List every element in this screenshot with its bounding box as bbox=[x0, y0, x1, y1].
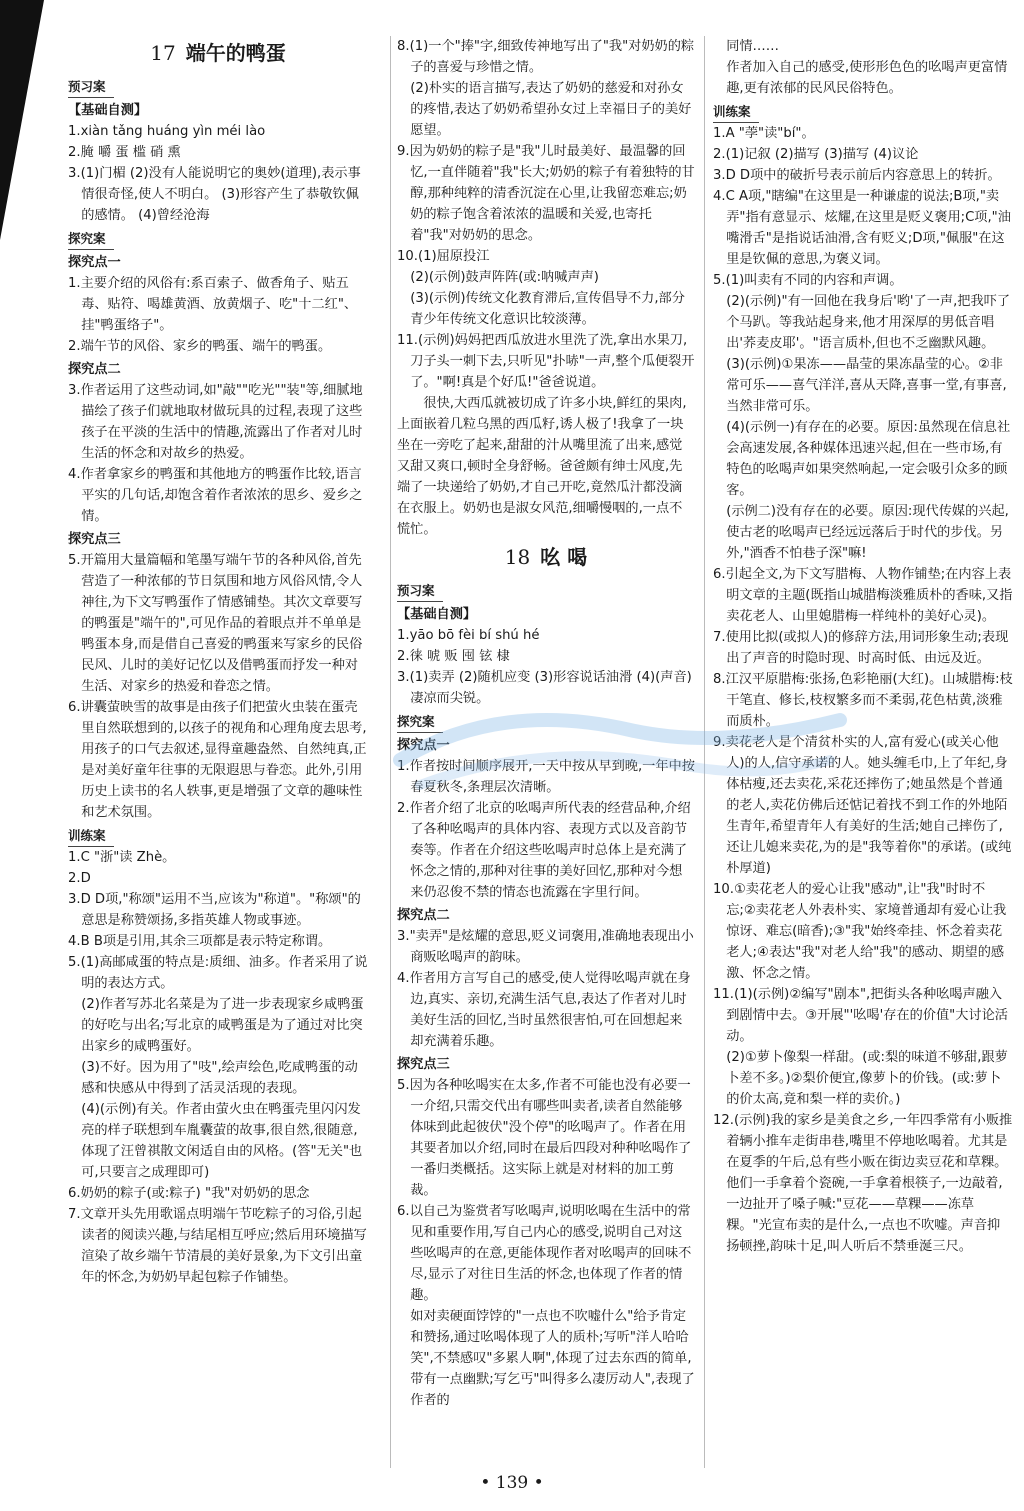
explore-point-3: 探究点三 bbox=[397, 1057, 450, 1072]
explore-point-2: 探究点二 bbox=[397, 908, 450, 923]
list-item: 3."卖弄"是炫耀的意思,贬义词褒用,准确地表现出小商贩吆喝声的韵味。 bbox=[397, 929, 694, 965]
list-item: 5.开篇用大量篇幅和笔墨写端午节的各种风俗,首先营造了一种浓郁的节日氛围和地方风俗风情,令人神往,为下文写鸭蛋作了情感铺垫。其次文章要写的鸭蛋是"端午的",可见作品的着眼点并不单单是鸭蛋本身,而是借自己喜爱的鸭蛋来写家乡的民俗民风、儿时的美好记忆以及借鸭蛋而抒发一种对生活、对家乡的热爱和眷恋之情。 bbox=[68, 553, 363, 694]
list-item: 9.因为奶奶的粽子是"我"儿时最美好、最温馨的回忆,一直伴随着"我"长大;奶奶的粽子有着独特的甘醇,那种纯粹的清香沉淀在心里,让我留恋难忘;奶奶的粽子饱含着浓浓的温暖和关爱,也寄托着"我"对奶奶的思念。 bbox=[397, 144, 695, 243]
list-item: 1.C "浙"读 Zhè。 bbox=[68, 850, 176, 865]
list-item: 4.作者拿家乡的鸭蛋和其他地方的鸭蛋作比较,语言平实的几句话,却饱含着作者浓浓的思乡、爱乡之情。 bbox=[68, 467, 363, 524]
list-item: 11.(示例)妈妈把西瓜放进水里洗了洗,拿出水果刀,刀子头一刺下去,只听见"扑哧"一声,整个瓜便裂开了。"啊!真是个好瓜!"爸爸说道。 bbox=[397, 333, 695, 390]
list-item: 5.因为各种吆喝实在太多,作者不可能也没有必要一一介绍,只需交代出有哪些叫卖者,读者自然能够体味到此起彼伏"没个停"的吆喝声了。作者在用其要者加以介绍,同时在最后四段对种种吆喝作了一番归类概括。这实际上就是对材料的加工剪裁。 bbox=[397, 1078, 692, 1198]
list-item: 1.xiàn tǎng huáng yìn méi lào bbox=[68, 124, 266, 139]
explore-point-2: 探究点二 bbox=[68, 362, 121, 377]
list-item: (3)(示例)①果冻——晶莹的果冻晶莹的心。②非常可乐——喜气洋洋,喜从天降,喜事一堂,有事喜,当然非常可乐。 bbox=[726, 357, 1007, 414]
list-item: 1.yāo bō fèi bí shú hé bbox=[397, 628, 540, 643]
list-item: (4)(示例一)有存在的必要。原因:虽然现在信息社会高速发展,各种媒体迅速兴起,但在一些市场,有特色的吆喝声如果突然响起,一定会吸引众多的顾客。 bbox=[726, 420, 1011, 498]
list-item: 1.主要介绍的风俗有:系百索子、做香角子、贴五毒、贴符、喝雄黄酒、放黄烟子、吃"十二红"、挂"鸭蛋络子"。 bbox=[68, 276, 358, 333]
list-item: 7.文章开头先用歌谣点明端午节吃粽子的习俗,引起读者的阅读兴趣,与结尾相互呼应;然后用环境描写渲染了故乡端午节清晨的美好景象,为下文引出童年的怀念,为奶奶早起包粽子作铺垫。 bbox=[68, 1207, 367, 1285]
list-item: 6.奶奶的粽子(或:粽子) "我"对奶奶的思念 bbox=[68, 1186, 310, 1201]
page-number: • 139 • bbox=[480, 1473, 544, 1493]
list-item: (示例二)没有存在的必要。原因:现代传媒的兴起,使古老的吆喝声已经远远落后于时代的步伐。另外,"酒香不怕巷子深"嘛! bbox=[726, 504, 1009, 561]
list-item: 同情…… bbox=[726, 39, 779, 54]
list-item: (2)朴实的语言描写,表达了奶奶的慈爱和对孙女的疼惜,表达了奶奶希望孙女过上幸福日子的美好愿望。 bbox=[410, 81, 692, 138]
list-item: 如对卖硬面饽饽的"一点也不吹嘘什么"给予肯定和赞扬,通过吆喝体现了人的质朴;写听"洋人哈哈笑",不禁感叹"多累人啊",体现了过去东西的简单,带有一点幽默;写乞丐"叫得多么凄厉动人",表现了作者的 bbox=[410, 1309, 695, 1408]
list-item: (2)(示例)"有一回他在我身后'哟'了一声,把我吓了个马趴。等我站起身来,他才用深厚的男低音唱出'荞麦皮耶'。"语言质朴,但也不乏幽默风趣。 bbox=[726, 294, 1011, 351]
list-item: (2)作者写苏北名菜是为了进一步表现家乡咸鸭蛋的好吃与出名;写北京的咸鸭蛋是为了通过对比突出家乡的咸鸭蛋好。 bbox=[81, 997, 364, 1054]
basic-test-label: 【基础自测】 bbox=[68, 103, 148, 118]
list-item: (3)(示例)传统文化教育滞后,宣传倡导不力,部分青少年传统文化意识比较淡薄。 bbox=[410, 291, 685, 327]
section-train: 训练案 bbox=[68, 825, 114, 847]
list-item: 3.D D项,"称颂"运用不当,应该为"称道"。"称颂"的意思是称赞颂扬,多指英雄人物或事迹。 bbox=[68, 892, 361, 928]
list-item: 10.(1)屈原投江 bbox=[397, 249, 490, 264]
list-item: 2.(1)记叙 (2)描写 (3)描写 (4)议论 bbox=[713, 147, 919, 162]
lesson-18-title: 18 吆 喝 bbox=[504, 545, 588, 569]
list-item: 11.(1)(示例)②编写"剧本",把街头各种吆喝声融入到剧情中去。③开展"'吆喝'存在的价值"大讨论活动。 bbox=[713, 987, 1008, 1044]
list-item: 6.以自己为鉴赏者写吆喝声,说明吆喝在生活中的常见和重要作用,写自己内心的感受,说明自己对这些吆喝声的在意,更能体现作者对吆喝声的回味不尽,显示了对往日生活的怀念,也体现了作者的情趣。 bbox=[397, 1204, 692, 1303]
list-item: 12.(示例)我的家乡是美食之乡,一年四季常有小贩推着辆小推车走街串巷,嘴里不停地吆喝着。尤其是在夏季的午后,总有些小贩在街边卖豆花和草粿。他们一手拿着个瓷碗,一手拿着根筷子,一边敲着,一边扯开了嗓子喊:"豆花——草粿——冻草粿。"光宣布卖的是什么,一点也不吹嘘。声音抑扬顿挫,韵味十足,叫人听后不禁垂涎三尺。 bbox=[713, 1113, 1013, 1254]
list-item: (2)(示例)鼓声阵阵(或:呐喊声声) bbox=[410, 270, 599, 285]
list-item: 3.D D项中的破折号表示前后内容意思上的转折。 bbox=[713, 168, 1001, 183]
list-item: 1.作者按时间顺序展开,一天中按从早到晚,一年中按春夏秋冬,条理层次清晰。 bbox=[397, 759, 695, 795]
list-item: 5.(1)叫卖有不同的内容和声调。 bbox=[713, 273, 903, 288]
list-item: 4.作者用方言写自己的感受,使人觉得吆喝声就在身边,真实、亲切,充满生活气息,表达了作者对儿时美好生活的回忆,当时虽然很害怕,可在回想起来却充满着乐趣。 bbox=[397, 971, 691, 1049]
list-item: 2.端午节的风俗、家乡的鸭蛋、端午的鸭蛋。 bbox=[68, 339, 332, 354]
list-item: 2.D bbox=[68, 871, 91, 886]
list-item: 作者加入自己的感受,使形形色色的吆喝声更富情趣,更有浓郁的民风民俗特色。 bbox=[726, 60, 1008, 96]
explore-point-1: 探究点一 bbox=[68, 255, 121, 270]
list-item: 3.(1)门楣 (2)没有人能说明它的奥妙(道理),表示事情很奇怪,使人不明白。 (3)形容产生了恭敬钦佩的感情。 (4)曾经沧海 bbox=[68, 166, 361, 223]
list-item: 3.(1)卖弄 (2)随机应变 (3)形容说话油滑 (4)(声音)凄凉而尖锐。 bbox=[397, 670, 692, 706]
list-item: 2.作者介绍了北京的吆喝声所代表的经营品种,介绍了各种吆喝声的具体内容、表现方式以及音韵节奏等。作者在介绍这些吆喝声时总体上是充满了怀念之情的,那种对往事的美好回忆,那种对今想来仍忍俊不禁的情态也流露在字里行间。 bbox=[397, 801, 691, 900]
list-item: 3.作者运用了这些动词,如"敲""吃光""装"等,细腻地描绘了孩子们就地取材做玩具的过程,表现了这些孩子在平淡的生活中的情趣,流露出了作者对儿时生活的怀念和对故乡的热爱。 bbox=[68, 383, 363, 461]
right-column bbox=[704, 36, 1013, 1468]
list-item: 4.C A项,"瞎编"在这里是一种谦虚的说法;B项,"卖弄"指有意显示、炫耀,在这里是贬义褒用;C项,"油嘴滑舌"是指说话油滑,含有贬义;D项,"佩服"在这里是钦佩的意思,为褒义词。 bbox=[713, 189, 1011, 267]
middle-column bbox=[390, 36, 695, 1468]
list-item: 7.使用比拟(或拟人)的修辞方法,用词形象生动;表现出了声音的时隐时现、时高时低、由远及近。 bbox=[713, 630, 1009, 666]
list-item: 2.徕 唬 贩 囤 铉 棣 bbox=[397, 649, 510, 664]
list-item: 10.①卖花老人的爱心让我"感动",让"我"时时不忘;②卖花老人外表朴实、家境普通却有爱心让我惊讶、难忘(暗香);③"我"始终牵挂、怀念着卖花老人;④表达"我"对老人给"我"的感动、期望的感激、怀念之情。 bbox=[713, 882, 1007, 981]
basic-test-label: 【基础自测】 bbox=[397, 607, 477, 622]
list-item: 9.卖花老人是个清贫朴实的人,富有爱心(或关心他人)的人,信守承诺的人。她头缠毛巾,上了年纪,身体枯瘦,还去卖花,采花还摔伤了;她虽然是个普通的老人,卖花仿佛后还惦记着找不到工作的外地陌生青年,希望青年人有美好的生活;她自己摔伤了,还让儿媳来卖花,为的是"我等着你"的承诺。(或纯朴厚道) bbox=[713, 735, 1012, 876]
list-item: 6.讲囊萤映雪的故事是由孩子们把萤火虫装在蛋壳里自然联想到的,以孩子的视角和心理角度去思考,用孩子的口气去叙述,显得童趣盎然、自然纯真,正是对美好童年往事的无限遐思与眷恋。此外,引用历史上读书的名人轶事,更是增强了文章的趣味性和艺术氛围。 bbox=[68, 700, 367, 820]
lesson-17-title: 17 端午的鸭蛋 bbox=[150, 41, 286, 65]
section-explore: 探究案 bbox=[68, 228, 114, 250]
section-explore: 探究案 bbox=[397, 711, 443, 733]
paragraph: 很快,大西瓜就被切成了许多小块,鲜红的果肉,上面嵌着几粒乌黑的西瓜籽,诱人极了!我拿了一块坐在一旁吃了起来,甜甜的汁从嘴里流了出来,感觉又甜又爽口,顿时全身舒畅。爸爸颇有绅士风度,先端了一块递给了奶奶,才自己开吃,竟然瓜汁都没滴在衣服上。奶奶也是淑女风范,细嚼慢咽的,一点不慌忙。 bbox=[397, 396, 687, 537]
list-item: 5.(1)高邮咸蛋的特点是:质细、油多。作者采用了说明的表达方式。 bbox=[68, 955, 368, 991]
list-item: 1.A "荸"读"bí"。 bbox=[713, 126, 815, 141]
list-item: (4)(示例)有关。作者由萤火虫在鸭蛋壳里闪闪发亮的样子联想到车胤囊萤的故事,很自然,很随意,体现了汪曾祺散文闲适自由的风格。(答"无关"也可,只要言之成理即可) bbox=[81, 1102, 363, 1180]
list-item: (3)不好。因为用了"吱",绘声绘色,吃咸鸭蛋的动感和快感从中得到了活灵活现的表现。 bbox=[81, 1060, 358, 1096]
corner-decoration bbox=[0, 0, 44, 240]
left-column bbox=[68, 36, 368, 1468]
explore-point-3: 探究点三 bbox=[68, 532, 121, 547]
list-item: 8.(1)一个"捧"字,细致传神地写出了"我"对奶奶的粽子的喜爱与珍惜之情。 bbox=[397, 39, 695, 75]
section-train: 训练案 bbox=[713, 101, 759, 123]
list-item: 4.B B项是引用,其余三项都是表示特定称谓。 bbox=[68, 934, 332, 949]
explore-point-1: 探究点一 bbox=[397, 738, 450, 753]
list-item: (2)①萝卜像梨一样甜。(或:梨的味道不够甜,跟萝卜差不多。)②梨价便宜,像萝卜的价钱。(或:萝卜的价太高,竟和梨一样的卖价。) bbox=[726, 1050, 1008, 1107]
section-preview: 预习案 bbox=[68, 76, 114, 98]
list-item: 6.引起全文,为下文写腊梅、人物作铺垫;在内容上表明文章的主题(既指山城腊梅淡雅质朴的香味,又指卖花老人、山里媳腊梅一样纯朴的美好心灵)。 bbox=[713, 567, 1013, 624]
section-preview: 预习案 bbox=[397, 580, 443, 602]
list-item: 8.江汉平原腊梅:张扬,色彩艳丽(大红)。山城腊梅:枝干笔直、修长,枝杈繁多而不柔弱,花色枯黄,淡雅而质朴。 bbox=[713, 672, 1013, 729]
list-item: 2.腌 嚼 蛋 槛 硝 熏 bbox=[68, 145, 181, 160]
